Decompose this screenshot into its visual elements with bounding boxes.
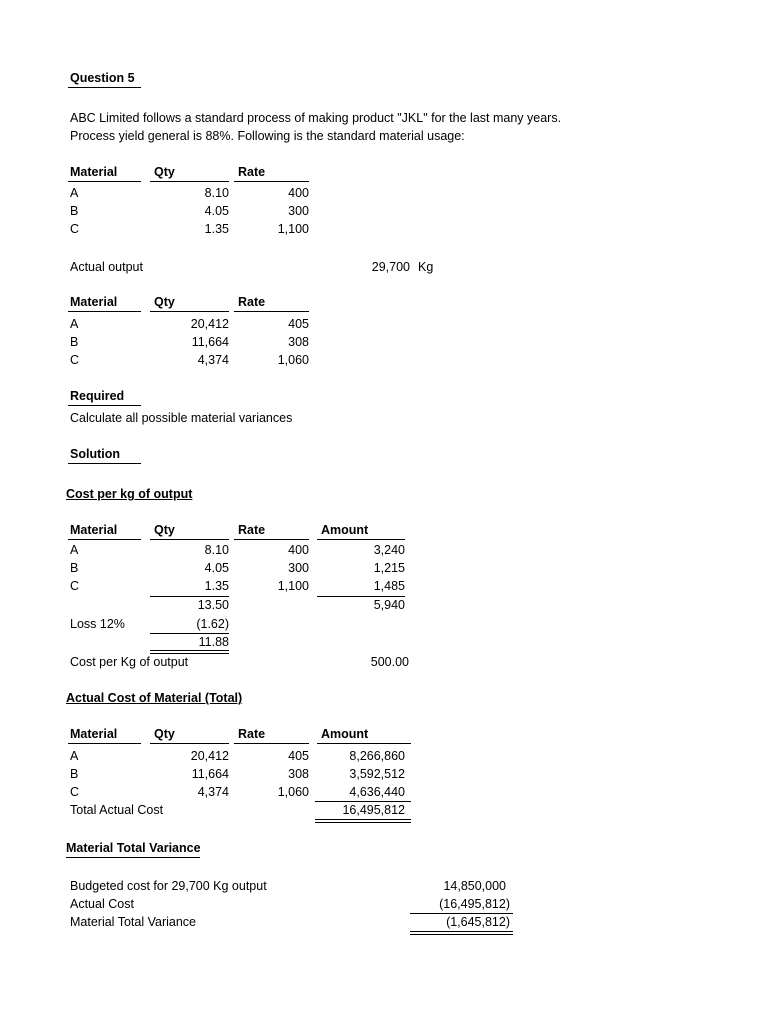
question-title-underline	[68, 87, 141, 88]
col-header-qty: Qty	[154, 523, 175, 537]
col-header-rate: Rate	[238, 523, 266, 537]
material-cell: A	[70, 186, 79, 200]
total-amount-cell: 5,940	[373, 598, 405, 612]
col-header-qty: Qty	[154, 727, 175, 741]
material-cell: B	[70, 767, 79, 781]
rate-cell: 400	[288, 186, 309, 200]
intro-line-1: ABC Limited follows a standard process of making product "JKL" for the last many years.	[70, 111, 562, 125]
qty-cell: 1.35	[204, 579, 229, 593]
amount-cell: 3,592,512	[349, 767, 405, 781]
col-header-rate: Rate	[238, 727, 266, 741]
header-underline	[68, 539, 141, 540]
loss-qty-cell: (1.62)	[196, 617, 229, 631]
col-header-qty: Qty	[154, 295, 175, 309]
total-actual-cost-label: Total Actual Cost	[70, 803, 164, 817]
required-underline	[68, 405, 141, 406]
cost-per-kg-label: Cost per Kg of output	[70, 655, 189, 669]
double-underline	[410, 931, 513, 935]
budgeted-cost-value: 14,850,000	[443, 879, 506, 893]
col-header-amount: Amount	[321, 523, 369, 537]
col-header-qty: Qty	[154, 165, 175, 179]
header-underline	[150, 181, 229, 182]
qty-cell: 4.05	[204, 204, 229, 218]
material-cell: B	[70, 204, 79, 218]
amount-cell: 1,485	[373, 579, 405, 593]
amount-cell: 8,266,860	[349, 749, 405, 763]
col-header-rate: Rate	[238, 295, 266, 309]
col-header-material: Material	[70, 727, 118, 741]
solution-underline	[68, 463, 141, 464]
amount-cell: 4,636,440	[349, 785, 405, 799]
total-actual-cost-value: 16,495,812	[342, 803, 405, 817]
amount-cell: 1,215	[373, 561, 405, 575]
total-variance-label: Material Total Variance	[70, 915, 196, 929]
rate-cell: 1,100	[277, 579, 309, 593]
actual-output-value: 29,700	[371, 260, 410, 274]
header-underline	[68, 311, 141, 312]
qty-cell: 4.05	[204, 561, 229, 575]
question-title: Question 5	[70, 71, 135, 85]
qty-cell: 4,374	[197, 353, 229, 367]
header-underline	[150, 743, 229, 744]
rate-cell: 1,060	[277, 785, 309, 799]
material-cell: A	[70, 543, 79, 557]
rate-cell: 405	[288, 749, 309, 763]
header-underline	[68, 743, 141, 744]
qty-cell: 1.35	[204, 222, 229, 236]
solution-title: Solution	[70, 447, 120, 461]
col-header-material: Material	[70, 523, 118, 537]
rate-cell: 400	[288, 543, 309, 557]
total-variance-underline	[66, 857, 200, 858]
material-cell: B	[70, 335, 79, 349]
net-qty-cell: 11.88	[198, 635, 229, 649]
budgeted-cost-label: Budgeted cost for 29,700 Kg output	[70, 879, 267, 893]
qty-cell: 8.10	[204, 186, 229, 200]
header-underline	[234, 181, 309, 182]
header-underline	[150, 539, 229, 540]
required-title: Required	[70, 389, 125, 403]
actual-output-label: Actual output	[70, 260, 143, 274]
actual-cost-value: (16,495,812)	[439, 897, 510, 911]
qty-cell: 20,412	[190, 749, 229, 763]
required-text: Calculate all possible material variances	[70, 411, 293, 425]
qty-cell: 11,664	[191, 335, 229, 349]
rate-cell: 308	[288, 335, 309, 349]
total-variance-title: Material Total Variance	[66, 841, 201, 855]
actual-output-unit: Kg	[418, 260, 434, 274]
qty-cell: 8.10	[204, 543, 229, 557]
col-header-rate: Rate	[238, 165, 266, 179]
header-underline	[234, 743, 309, 744]
loss-label: Loss 12%	[70, 617, 125, 631]
material-cell: C	[70, 222, 80, 236]
rate-cell: 300	[288, 204, 309, 218]
cost-per-kg-title: Cost per kg of output	[66, 487, 193, 501]
amount-cell: 3,240	[373, 543, 405, 557]
material-cell: C	[70, 353, 80, 367]
header-underline	[317, 743, 411, 744]
rate-cell: 300	[288, 561, 309, 575]
qty-cell: 11,664	[191, 767, 229, 781]
actual-cost-title: Actual Cost of Material (Total)	[66, 691, 243, 705]
qty-cell: 20,412	[190, 317, 229, 331]
col-header-amount: Amount	[321, 727, 369, 741]
total-qty-cell: 13.50	[197, 598, 229, 612]
material-cell: C	[70, 785, 80, 799]
rate-cell: 1,100	[277, 222, 309, 236]
cost-per-kg-value: 500.00	[370, 655, 409, 669]
rate-cell: 308	[288, 767, 309, 781]
intro-line-2: Process yield general is 88%. Following is the standard material usage:	[70, 129, 465, 143]
header-underline	[317, 539, 405, 540]
header-underline	[68, 181, 141, 182]
col-header-material: Material	[70, 165, 118, 179]
total-variance-value: (1,645,812)	[446, 915, 510, 929]
material-cell: C	[70, 579, 80, 593]
material-cell: A	[70, 317, 79, 331]
double-underline	[315, 819, 411, 823]
header-underline	[234, 311, 309, 312]
material-cell: B	[70, 561, 79, 575]
rate-cell: 1,060	[277, 353, 309, 367]
header-underline	[234, 539, 309, 540]
actual-cost-label: Actual Cost	[70, 897, 134, 911]
header-underline	[150, 311, 229, 312]
qty-cell: 4,374	[197, 785, 229, 799]
rate-cell: 405	[288, 317, 309, 331]
material-cell: A	[70, 749, 79, 763]
col-header-material: Material	[70, 295, 118, 309]
